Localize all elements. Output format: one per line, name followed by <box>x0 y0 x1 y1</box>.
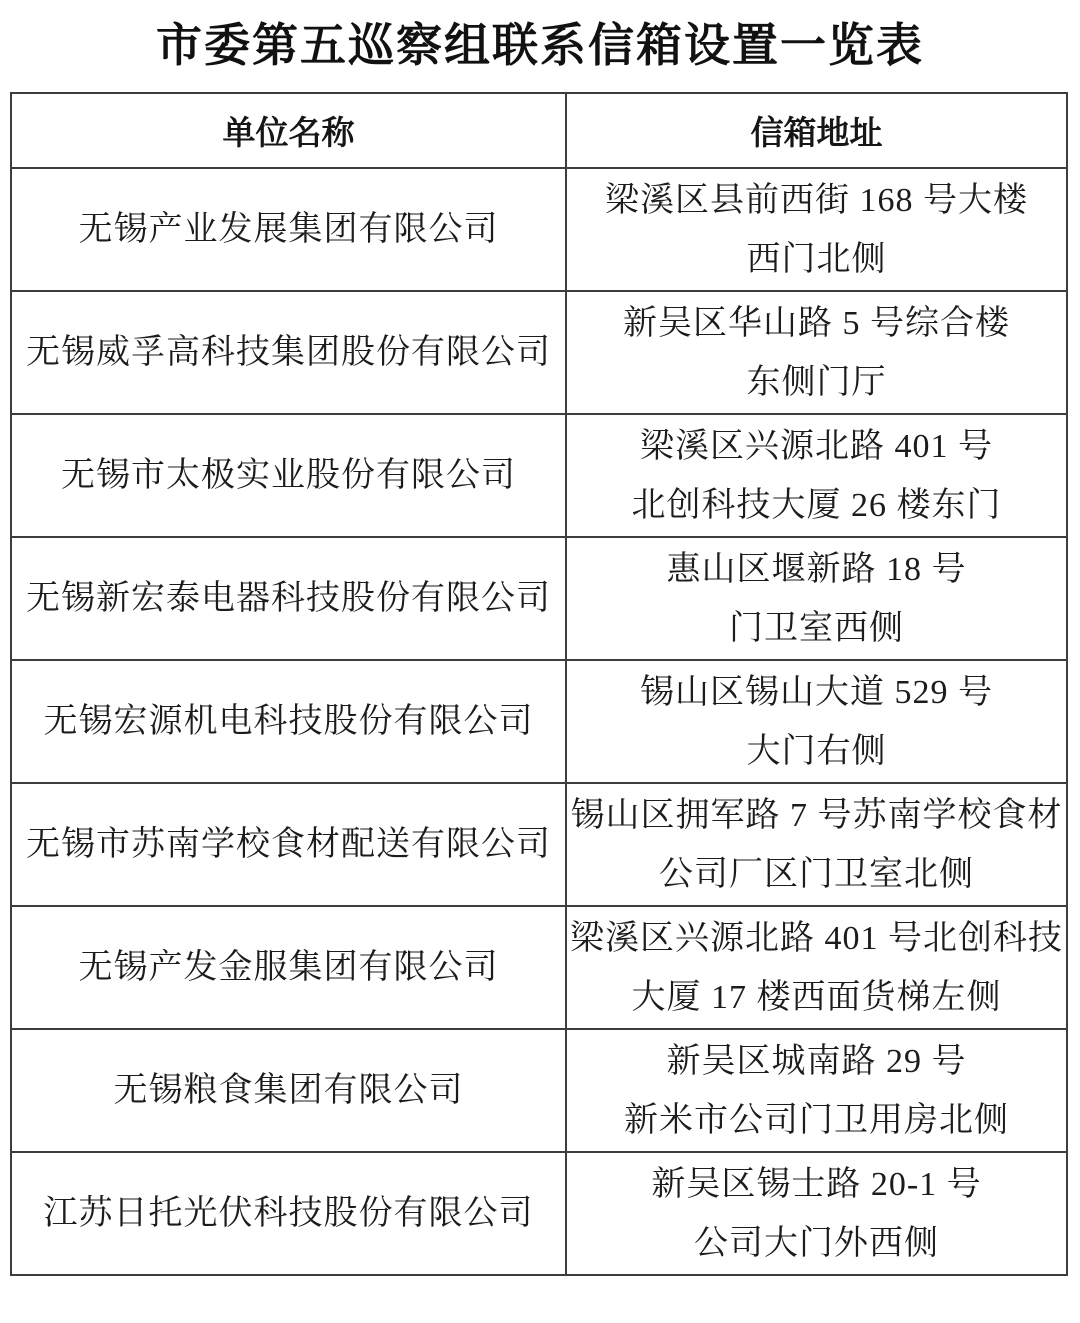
unit-cell <box>11 168 566 291</box>
table-row <box>11 291 1067 414</box>
address-line-1: 新吴区锡士路 20-1 号 <box>651 1165 982 1203</box>
unit-cell <box>11 1029 566 1152</box>
unit-cell <box>11 783 566 906</box>
address-line-2: 东侧门厅 <box>746 363 887 401</box>
unit-cell <box>11 291 566 414</box>
unit-cell <box>11 414 566 537</box>
header-unit-name: 单位名称 <box>11 93 566 168</box>
address-line-1: 惠山区堰新路 18 号 <box>666 550 967 588</box>
unit-name: 无锡威孚高科技集团股份有限公司 <box>26 333 551 371</box>
table-row <box>11 537 1067 660</box>
unit-cell <box>11 906 566 1029</box>
unit-name: 无锡宏源机电科技股份有限公司 <box>43 702 534 740</box>
table-row <box>11 783 1067 906</box>
address-line-2: 北创科技大厦 26 楼东门 <box>631 486 1002 524</box>
table-row <box>11 1152 1067 1275</box>
page-title: 市委第五巡察组联系信箱设置一览表 <box>156 20 924 71</box>
unit-name: 无锡市太极实业股份有限公司 <box>61 456 516 494</box>
unit-cell <box>11 660 566 783</box>
unit-name: 无锡产发金服集团有限公司 <box>78 948 499 986</box>
address-cell <box>566 906 1067 1029</box>
table-row <box>11 906 1067 1029</box>
address-line-1: 梁溪区兴源北路 401 号北创科技 <box>570 919 1063 957</box>
address-line-1: 新吴区华山路 5 号综合楼 <box>623 304 1010 342</box>
address-cell <box>566 168 1067 291</box>
address-line-2: 西门北侧 <box>746 240 887 278</box>
address-cell <box>566 1029 1067 1152</box>
address-cell <box>566 1152 1067 1275</box>
table-row <box>11 1029 1067 1152</box>
unit-name: 无锡市苏南学校食材配送有限公司 <box>26 825 551 863</box>
unit-name: 无锡粮食集团有限公司 <box>113 1071 464 1109</box>
address-line-2: 公司大门外西侧 <box>694 1224 939 1262</box>
address-cell <box>566 660 1067 783</box>
table-body <box>11 168 1067 1275</box>
unit-name: 江苏日托光伏科技股份有限公司 <box>43 1194 534 1232</box>
address-line-1: 锡山区拥军路 7 号苏南学校食材 <box>570 796 1063 834</box>
address-line-1: 梁溪区县前西街 168 号大楼 <box>605 181 1028 219</box>
address-cell <box>566 537 1067 660</box>
unit-cell <box>11 1152 566 1275</box>
table-row <box>11 414 1067 537</box>
address-cell <box>566 414 1067 537</box>
header-row <box>11 93 1067 168</box>
table-row <box>11 660 1067 783</box>
mailbox-table <box>10 92 1068 1276</box>
address-line-2: 大厦 17 楼西面货梯左侧 <box>631 978 1002 1016</box>
unit-cell <box>11 537 566 660</box>
address-line-1: 锡山区锡山大道 529 号 <box>640 673 993 711</box>
address-cell <box>566 291 1067 414</box>
header-mailbox-address: 信箱地址 <box>566 93 1067 168</box>
unit-name: 无锡新宏泰电器科技股份有限公司 <box>26 579 551 617</box>
address-line-2: 公司厂区门卫室北侧 <box>659 855 974 893</box>
address-line-2: 大门右侧 <box>746 732 887 770</box>
table-header <box>11 93 1067 168</box>
table-row <box>11 168 1067 291</box>
address-cell <box>566 783 1067 906</box>
address-line-2: 门卫室西侧 <box>729 609 904 647</box>
address-line-2: 新米市公司门卫用房北侧 <box>624 1101 1009 1139</box>
address-line-1: 梁溪区兴源北路 401 号 <box>640 427 993 465</box>
unit-name: 无锡产业发展集团有限公司 <box>78 210 499 248</box>
address-line-1: 新吴区城南路 29 号 <box>666 1042 967 1080</box>
